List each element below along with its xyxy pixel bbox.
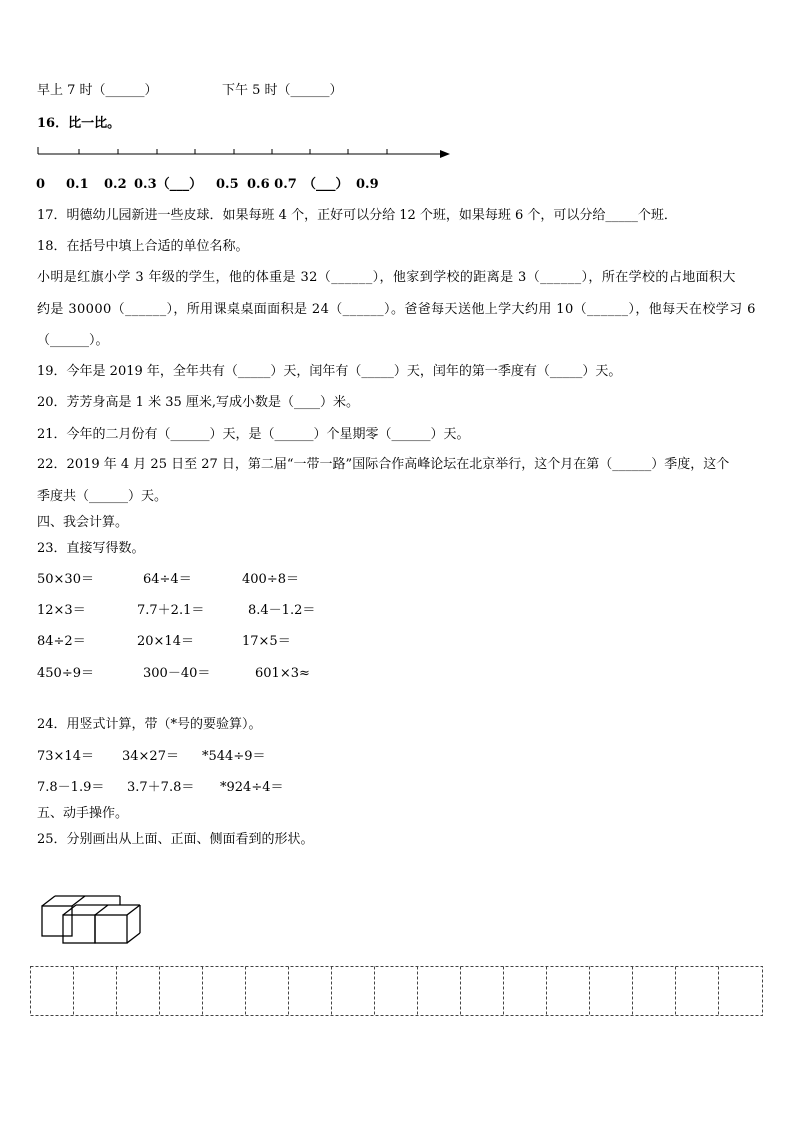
calc-item: 17×5＝ <box>242 634 291 649</box>
q18-line3: （______）。 <box>37 333 109 348</box>
q22-line1: 22．2019 年 4 月 25 日至 27 日，第二届“一带一路”国际合作高峰论坛在北京举行，这个月在第（______）季度，这个 <box>37 457 730 472</box>
nl-label: 0.3（___） <box>134 177 203 192</box>
calc-item: 450÷9＝ <box>37 666 94 681</box>
vertical-calc-item: *924÷4＝ <box>220 780 284 795</box>
q19: 19．今年是 2019 年，全年共有（_____）天，闰年有（_____）天，闰年的第一季度有（_____）天。 <box>37 364 622 379</box>
calc-item: 400÷8＝ <box>242 572 299 587</box>
q24-title: 24．用竖式计算，带（*号的要验算）。 <box>37 717 262 732</box>
nl-label: 0.5 <box>216 177 239 192</box>
calc-item: 7.7＋2.1＝ <box>137 603 205 618</box>
front-cube-2 <box>95 915 127 943</box>
calc-item: 12×3＝ <box>37 603 86 618</box>
vertical-calc-item: *544÷9＝ <box>202 749 266 764</box>
q23-title: 23．直接写得数。 <box>37 541 145 556</box>
nl-label: 0.1 <box>66 177 89 192</box>
q16-title: 16．比一比。 <box>37 116 121 131</box>
number-line <box>30 145 460 165</box>
nl-label: 0 <box>36 177 46 192</box>
q25-title: 25．分别画出从上面、正面、侧面看到的形状。 <box>37 832 314 847</box>
calc-item: 20×14＝ <box>137 634 194 649</box>
q18-title: 18．在括号中填上合适的单位名称。 <box>37 239 249 254</box>
vertical-calc-item: 7.8－1.9＝ <box>37 780 105 795</box>
nl-label: （___） <box>303 177 349 192</box>
nl-label: 0.6 0.7 <box>247 177 297 192</box>
q17: 17．明德幼儿园新进一些皮球．如果每班 4 个，正好可以分给 12 个班，如果每班 6 个，可以分给_____个班． <box>37 208 677 223</box>
calc-item: 300－40＝ <box>143 666 211 681</box>
section-5-heading: 五、动手操作。 <box>37 806 129 821</box>
nl-label: 0.9 <box>356 177 379 192</box>
cube-figure <box>38 893 144 947</box>
nl-label: 0.2 <box>104 177 127 192</box>
q20: 20．芳芳身高是 1 米 35 厘米,写成小数是（____）米。 <box>37 395 360 410</box>
grid-border <box>31 967 763 1016</box>
front-cube-1 <box>63 915 95 943</box>
time-morning: 早上 7 时（______） <box>37 83 158 98</box>
calc-item: 84÷2＝ <box>37 634 86 649</box>
calc-item: 50×30＝ <box>37 572 94 587</box>
number-line-arrow <box>440 150 450 158</box>
calc-item: 64÷4＝ <box>143 572 192 587</box>
q22-line2: 季度共（______）天。 <box>37 489 168 504</box>
vertical-calc-item: 34×27＝ <box>122 749 179 764</box>
q18-line2: 约是 30000（______），所用课桌桌面面积是 24（______）。爸爸每天送他上学大约用 10（______），他每天在校学习 6 <box>37 302 756 317</box>
calc-item: 601×3≈ <box>255 666 310 681</box>
drawing-grid <box>30 966 763 1016</box>
q18-line1: 小明是红旗小学 3 年级的学生，他的体重是 32（______），他家到学校的距离是 3（______），所在学校的占地面积大 <box>37 270 736 285</box>
time-afternoon: 下午 5 时（______） <box>222 83 343 98</box>
vertical-calc-item: 3.7＋7.8＝ <box>127 780 195 795</box>
section-4-heading: 四、我会计算。 <box>37 515 129 530</box>
vertical-calc-item: 73×14＝ <box>37 749 94 764</box>
back-cube-front <box>42 906 72 936</box>
q21: 21．今年的二月份有（______）天，是（______）个星期零（______）天。 <box>37 427 470 442</box>
calc-item: 8.4－1.2＝ <box>248 603 316 618</box>
